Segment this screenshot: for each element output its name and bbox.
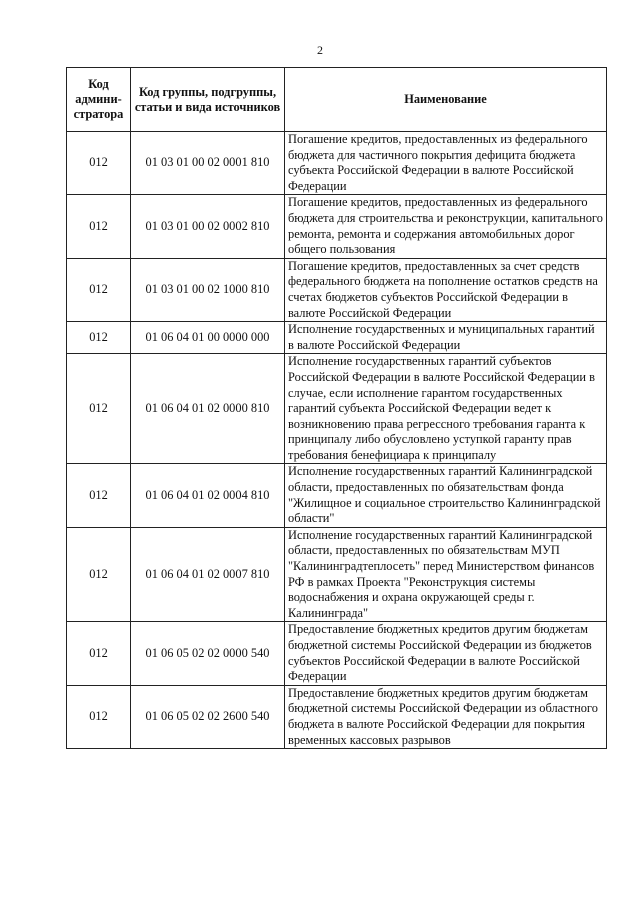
admin-code-cell: 012 <box>67 258 131 321</box>
name-cell: Предоставление бюджетных кредитов другим бюджетам бюджетной системы Российской Федерации из областного бюджета в валюте Российской Федерации для покрытия временных кассовых разрывов <box>285 685 607 748</box>
source-code-cell: 01 06 04 01 02 0004 810 <box>131 464 285 527</box>
table-row <box>67 195 607 258</box>
admin-code-cell: 012 <box>67 132 131 195</box>
table-row <box>67 464 607 527</box>
table-row <box>67 685 607 748</box>
source-code-cell: 01 06 04 01 00 0000 000 <box>131 322 285 354</box>
admin-code-cell: 012 <box>67 322 131 354</box>
source-code-cell: 01 06 04 01 02 0007 810 <box>131 527 285 622</box>
table-row <box>67 132 607 195</box>
page-number: 2 <box>317 43 323 57</box>
header-admin-code: Код админи-стратора <box>67 68 131 132</box>
source-code-cell: 01 03 01 00 02 0002 810 <box>131 195 285 258</box>
source-code-cell: 01 03 01 00 02 0001 810 <box>131 132 285 195</box>
admin-code-cell: 012 <box>67 354 131 464</box>
table-row <box>67 622 607 685</box>
name-cell: Погашение кредитов, предоставленных за счет средств федерального бюджета на пополнение остатков средств на счетах бюджетов субъектов Российской Федерации в валюте Российской Федерации <box>285 258 607 321</box>
source-code-cell: 01 03 01 00 02 1000 810 <box>131 258 285 321</box>
source-code-cell: 01 06 04 01 02 0000 810 <box>131 354 285 464</box>
name-cell: Исполнение государственных гарантий Калининградской области, предоставленных по обязательствам фонда "Жилищное и социальное строительство Калининградской области" <box>285 464 607 527</box>
source-code-cell: 01 06 05 02 02 2600 540 <box>131 685 285 748</box>
table-row <box>67 527 607 622</box>
table-row <box>67 354 607 464</box>
name-cell: Исполнение государственных гарантий Калининградской области, предоставленных по обязательствам МУП "Калининградтеплосеть" перед Министерством финансов РФ в рамках Проекта "Реконструкция системы водоснабжения и охрана окружающей среды г. Калининграда" <box>285 527 607 622</box>
name-cell: Погашение кредитов, предоставленных из федерального бюджета для строительства и реконструкции, капитального ремонта, ремонта и содержания автомобильных дорог общего пользования <box>285 195 607 258</box>
table-row <box>67 258 607 321</box>
header-source-code: Код группы, подгруппы, статьи и вида источников <box>131 68 285 132</box>
admin-code-cell: 012 <box>67 195 131 258</box>
source-code-cell: 01 06 05 02 02 0000 540 <box>131 622 285 685</box>
name-cell: Предоставление бюджетных кредитов другим бюджетам бюджетной системы Российской Федерации из бюджетов субъектов Российской Федерации в валюте Российской Федерации <box>285 622 607 685</box>
admin-code-cell: 012 <box>67 464 131 527</box>
header-name: Наименование <box>285 68 607 132</box>
name-cell: Исполнение государственных гарантий субъектов Российской Федерации в валюте Российской Федерации в случае, если исполнение гарантом государственных гарантий субъекта Российской Федерации ведет к возникновению права регрессного требования гаранта к принципалу либо обусловлено уступкой гаранту прав требования бенефициара к принципалу <box>285 354 607 464</box>
table-header-row <box>67 68 607 132</box>
table-row <box>67 322 607 354</box>
name-cell: Исполнение государственных и муниципальных гарантий в валюте Российской Федерации <box>285 322 607 354</box>
admin-code-cell: 012 <box>67 527 131 622</box>
admin-code-cell: 012 <box>67 622 131 685</box>
admin-code-cell: 012 <box>67 685 131 748</box>
budget-sources-table <box>66 67 607 749</box>
name-cell: Погашение кредитов, предоставленных из федерального бюджета для частичного покрытия дефицита бюджета субъекта Российской Федерации в валюте Российской Федерации <box>285 132 607 195</box>
